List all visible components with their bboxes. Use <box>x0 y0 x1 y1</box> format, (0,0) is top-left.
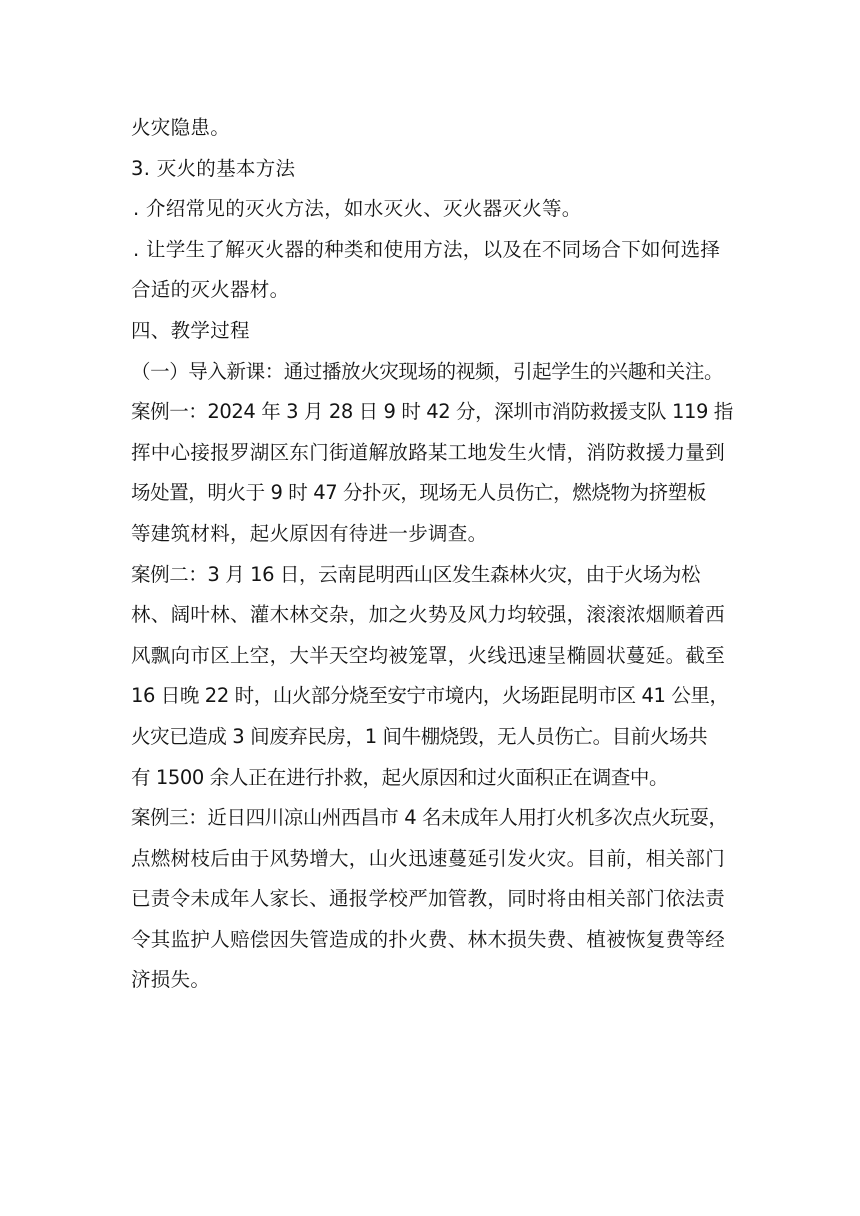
document-body <box>131 108 741 1001</box>
case-two-line: 火灾已造成 3 间废弃民房，1 间牛棚烧毁，无人员伤亡。目前火场共 <box>131 724 708 748</box>
case-two-line: 风飘向市区上空，大半天空均被笼罩，火线迅速呈椭圆状蔓延。截至 <box>131 643 726 667</box>
case-two-line: 有 1500 余人正在进行扑救，起火原因和过火面积正在调查中。 <box>131 765 669 789</box>
text-line: . 介绍常见的灭火方法，如水灭火、灭火器灭火等。 <box>133 197 582 221</box>
case-two-line: 案例二：3 月 16 日，云南昆明西山区发生森林火灾，由于火场为松 <box>131 562 701 586</box>
case-one-line: 案例一：2024 年 3 月 28 日 9 时 42 分，深圳市消防救援支队 119 指 <box>131 400 733 424</box>
case-three-line: 点燃树枝后由于风势增大，山火迅速蔓延引发火灾。目前，相关部门 <box>131 846 726 870</box>
case-two-line: 16 日晚 22 时，山火部分烧至安宁市境内，火场距昆明市区 41 公里， <box>131 684 729 708</box>
case-one-line: 场处置，明火于 9 时 47 分扑灭，现场无人员伤亡，燃烧物为挤塑板 <box>131 481 706 505</box>
section-heading: 四、教学过程 <box>131 318 250 342</box>
case-three-line: 济损失。 <box>131 968 211 992</box>
section-heading: 3. 灭火的基本方法 <box>131 156 296 180</box>
case-one-line: 等建筑材料，起火原因有待进一步调查。 <box>131 521 488 545</box>
case-three-line: 已责令未成年人家长、通报学校严加管教，同时将由相关部门依法责 <box>131 887 726 911</box>
case-two-line: 林、阔叶林、灌木林交杂，加之火势及风力均较强，滚滚浓烟顺着西 <box>131 603 726 627</box>
case-three-line: 案例三：近日四川凉山州西昌市 4 名未成年人用打火机多次点火玩耍， <box>131 806 728 830</box>
text-line: 火灾隐患。 <box>131 116 231 139</box>
text-line: . 让学生了解灭火器的种类和使用方法，以及在不同场合下如何选择 <box>133 237 721 261</box>
case-three-line: 令其监护人赔偿因失管造成的扑火费、林木损失费、植被恢复费等经 <box>131 927 726 951</box>
text-line: 合适的灭火器材。 <box>131 278 290 302</box>
text-line: （一）导入新课：通过播放火灾现场的视频，引起学生的兴趣和关注。 <box>131 359 724 383</box>
case-one-line: 挥中心接报罗湖区东门街道解放路某工地发生火情，消防救援力量到 <box>131 440 726 464</box>
